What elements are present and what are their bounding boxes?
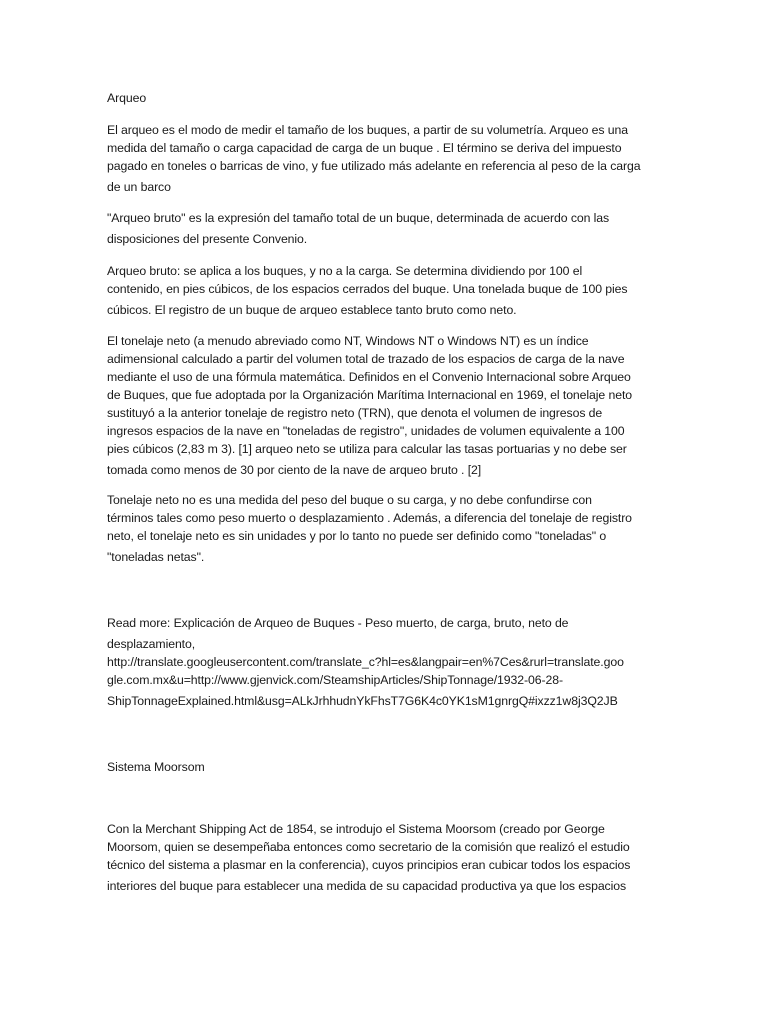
paragraph-line: pagado en toneles o barricas de vino, y fue utilizado más adelante en referencia al peso de la carga	[107, 159, 641, 173]
paragraph-line: cúbicos. El registro de un buque de arqueo establece tanto bruto como neto.	[107, 303, 517, 317]
paragraph-line: sustituyó a la anterior tonelaje de registro neto (TRN), que denota el volumen de ingresos de	[107, 406, 603, 420]
paragraph-line: términos tales como peso muerto o desplazamiento . Además, a diferencia del tonelaje de registro	[107, 511, 632, 525]
paragraph-line: de Buques, que fue adoptada por la Organización Marítima Internacional en 1969, el tonelaje neto	[107, 388, 632, 402]
paragraph-line: tomada como menos de 30 por ciento de la nave de arqueo bruto . [2]	[107, 463, 482, 477]
paragraph-line: Moorsom, quien se desempeñaba entonces como secretario de la comisión que realizó el estudio	[107, 840, 630, 854]
read-more-line: desplazamiento,	[107, 637, 196, 651]
paragraph-line: "Arqueo bruto" es la expresión del tamaño total de un buque, determinada de acuerdo con las	[107, 211, 610, 225]
paragraph-line: mediante el uso de una fórmula matemática. Definidos en el Convenio Internacional sobre Arqueo	[107, 370, 631, 384]
paragraph-line: técnico del sistema a plasmar en la conferencia), cuyos principios eran cubicar todos los espacios	[107, 858, 631, 872]
paragraph-line: "toneladas netas".	[107, 550, 205, 564]
paragraph-line: neto, el tonelaje neto es sin unidades y por lo tanto no puede ser definido como "toneladas" o	[107, 529, 607, 543]
heading-arqueo: Arqueo	[107, 91, 147, 105]
heading-sistema-moorsom: Sistema Moorsom	[107, 760, 205, 774]
read-more-link-line[interactable]: http://translate.googleusercontent.com/translate_c?hl=es&langpair=en%7Ces&rurl=translate.goo	[107, 655, 624, 669]
paragraph-line: interiores del buque para establecer una medida de su capacidad productiva ya que los espacios	[107, 879, 627, 893]
paragraph-line: contenido, en pies cúbicos, de los espacios cerrados del buque. Una tonelada buque de 100 pies	[107, 282, 628, 296]
paragraph-line: de un barco	[107, 180, 171, 194]
paragraph-line: adimensional calculado a partir del volumen total de trazado de los espacios de carga de la nave	[107, 352, 625, 366]
paragraph-line: Arqueo bruto: se aplica a los buques, y no a la carga. Se determina dividiendo por 100 el	[107, 264, 583, 278]
paragraph-line: Con la Merchant Shipping Act de 1854, se introdujo el Sistema Moorsom (creado por George	[107, 822, 605, 836]
paragraph-line: pies cúbicos (2,83 m 3). [1] arqueo neto se utiliza para calcular las tasas portuarias y no debe ser	[107, 442, 627, 456]
paragraph-line: Tonelaje neto no es una medida del peso del buque o su carga, y no debe confundirse con	[107, 493, 592, 507]
read-more-link-line[interactable]: gle.com.mx&u=http://www.gjenvick.com/SteamshipArticles/ShipTonnage/1932-06-28-	[107, 673, 563, 687]
paragraph-line: medida del tamaño o carga capacidad de carga de un buque . El término se deriva del impuesto	[107, 141, 622, 155]
paragraph-line: El tonelaje neto (a menudo abreviado como NT, Windows NT o Windows NT) es un índice	[107, 334, 589, 348]
document-page	[107, 0, 663, 1024]
read-more-link-line[interactable]: ShipTonnageExplained.html&usg=ALkJrhhudnYkFhsT7G6K4c0YK1sM1gnrgQ#ixzz1w8j3Q2JB	[107, 694, 618, 708]
paragraph-line: ingresos espacios de la nave en "toneladas de registro", unidades de volumen equivalente a 100	[107, 424, 625, 438]
read-more-line: Read more: Explicación de Arqueo de Buques - Peso muerto, de carga, bruto, neto de	[107, 616, 569, 630]
paragraph-line: disposiciones del presente Convenio.	[107, 232, 308, 246]
paragraph-line: El arqueo es el modo de medir el tamaño de los buques, a partir de su volumetría. Arqueo es una	[107, 123, 628, 137]
